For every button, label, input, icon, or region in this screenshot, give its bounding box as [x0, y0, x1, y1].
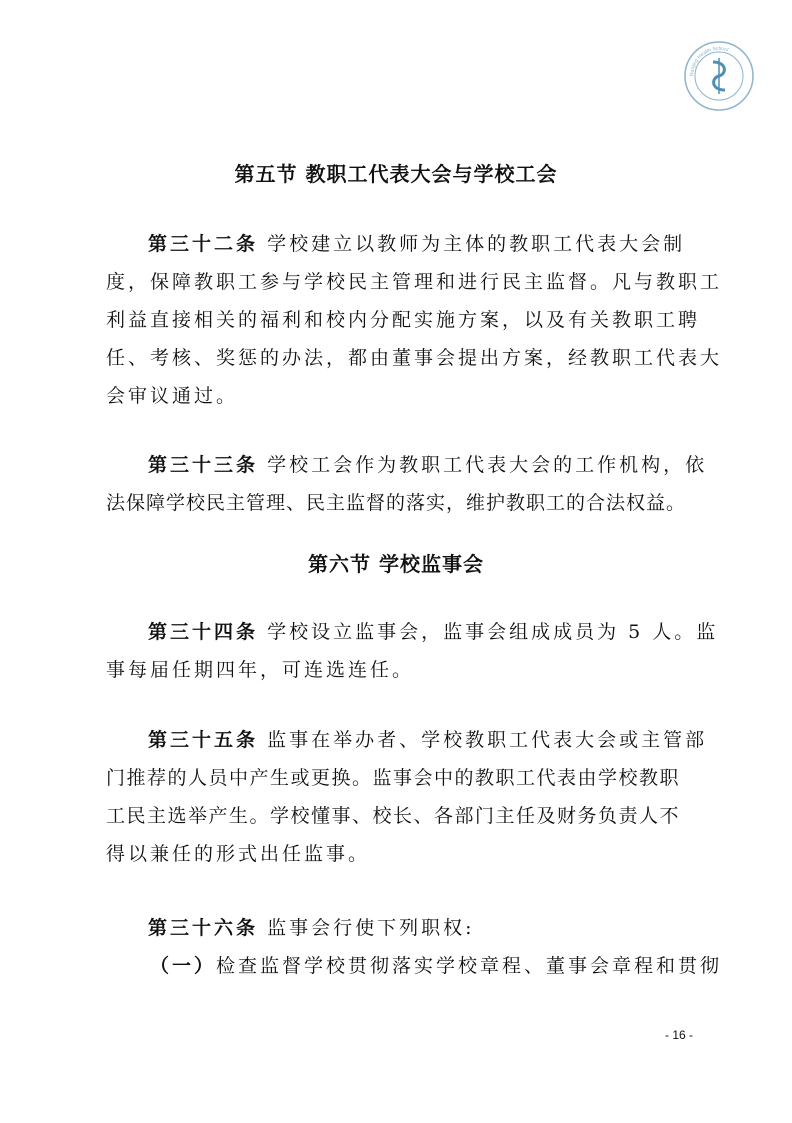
- page-number: - 16 -: [665, 1028, 694, 1042]
- article-35: [106, 721, 708, 873]
- article-number: 第三十四条: [148, 621, 259, 643]
- article-32: [106, 225, 723, 415]
- article-number: 第三十二条: [148, 233, 259, 255]
- article-text: 工民主选举产生。学校懂事、校长、各部门主任及财务负责人不: [106, 805, 681, 827]
- article-text: 法保障学校民主管理、民主监督的落实，维护教职工的合法权益。: [106, 492, 687, 514]
- article-number: 第三十三条: [148, 454, 259, 476]
- article-36: [106, 909, 723, 985]
- article-number: 第三十五条: [148, 729, 259, 751]
- article-text: 任、考核、奖惩的办法，都由董事会提出方案，经教职工代表大: [106, 347, 723, 369]
- item-number: （一）: [150, 955, 217, 977]
- article-text: 得以兼任的形式出任监事。: [106, 843, 371, 865]
- article-34: [106, 613, 719, 689]
- school-seal-logo: [683, 40, 755, 112]
- article-text: 学校设立监事会，监事会组成成员为 5 人。监: [267, 621, 719, 643]
- item-text: 检查监督学校贯彻落实学校章程、董事会章程和贯彻: [216, 955, 723, 977]
- article-text: 门推荐的人员中产生或更换。监事会中的教职工代表由学校教职: [106, 767, 681, 789]
- section-heading-5: 第五节 教职工代表大会与学校工会: [234, 162, 558, 186]
- article-number: 第三十六条: [148, 917, 259, 939]
- article-text: 利益直接相关的福利和校内分配实施方案，以及有关教职工聘: [106, 309, 701, 331]
- article-text: 学校工会作为教职工代表大会的工作机构，依: [267, 454, 708, 476]
- logo-text: Nanjing Health School: [688, 45, 730, 77]
- article-text: 学校建立以教师为主体的教职工代表大会制: [267, 233, 686, 255]
- article-text: 会审议通过。: [106, 385, 239, 407]
- article-33: [106, 446, 708, 522]
- article-text: 监事在举办者、学校教职工代表大会或主管部: [267, 729, 708, 751]
- article-text: 事每届任期四年，可连选连任。: [106, 659, 415, 681]
- article-text: 度，保障教职工参与学校民主管理和进行民主监督。凡与教职工: [106, 271, 723, 293]
- article-text: 监事会行使下列职权:: [267, 917, 475, 939]
- section-heading-6: 第六节 学校监事会: [308, 552, 484, 576]
